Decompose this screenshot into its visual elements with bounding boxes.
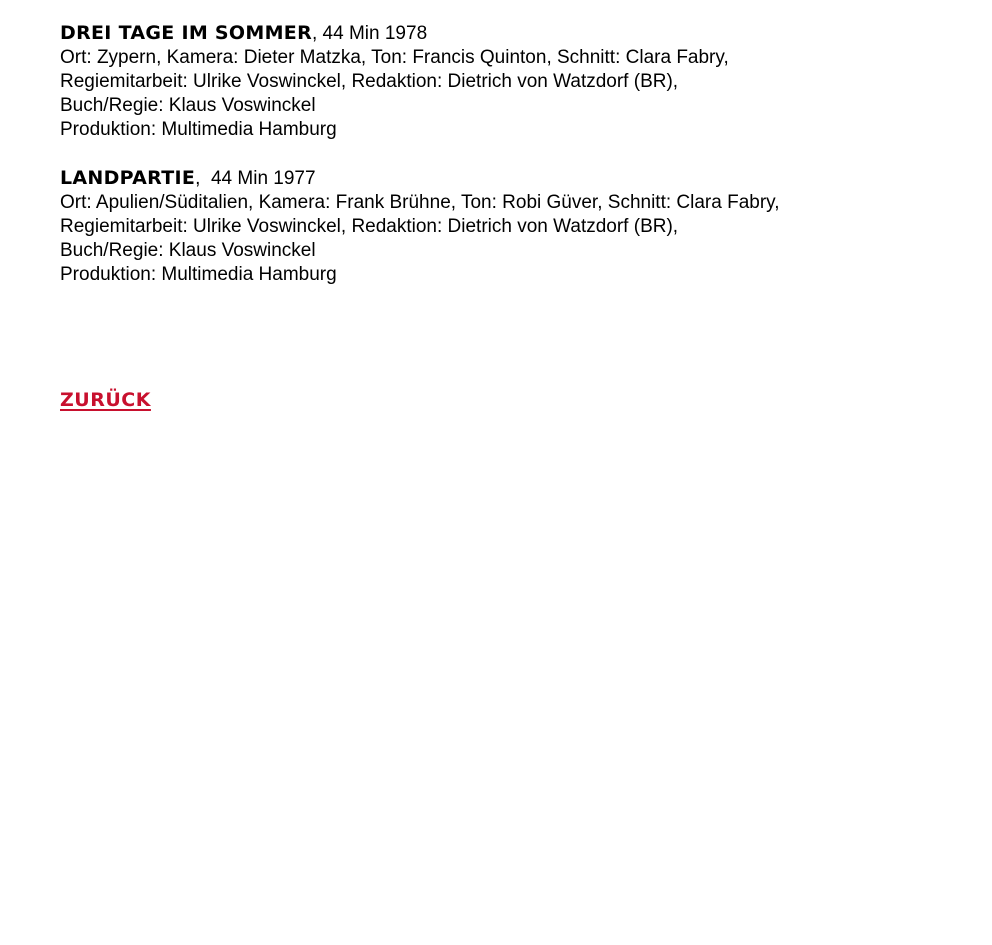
film-heading <box>60 166 960 191</box>
film-entry-landpartie <box>60 166 960 287</box>
film-credits-director: Buch/Regie: Klaus Voswinckel <box>60 95 316 116</box>
film-credits-assistance: Regiemitarbeit: Ulrike Voswinckel, Redaktion: Dietrich von Watzdorf (BR), <box>60 216 679 237</box>
film-credits-production: Produktion: Multimedia Hamburg <box>60 264 337 285</box>
film-title: LANDPARTIE <box>60 167 196 189</box>
film-entry-drei-tage-im-sommer <box>60 21 960 142</box>
film-duration-year: , 44 Min 1978 <box>312 23 428 44</box>
film-title: DREI TAGE IM SOMMER <box>60 22 312 44</box>
film-heading <box>60 21 960 46</box>
film-credits-production: Produktion: Multimedia Hamburg <box>60 119 337 140</box>
film-duration-year: , 44 Min 1977 <box>195 168 316 189</box>
film-credits-director: Buch/Regie: Klaus Voswinckel <box>60 240 316 261</box>
film-list <box>60 21 960 311</box>
back-link[interactable]: ZURÜCK <box>60 389 151 411</box>
film-credits-assistance: Regiemitarbeit: Ulrike Voswinckel, Redaktion: Dietrich von Watzdorf (BR), <box>60 71 679 92</box>
film-credits-location: Ort: Apulien/Süditalien, Kamera: Frank Brühne, Ton: Robi Güver, Schnitt: Clara Fabry, <box>60 192 780 213</box>
film-credits-location: Ort: Zypern, Kamera: Dieter Matzka, Ton: Francis Quinton, Schnitt: Clara Fabry, <box>60 47 729 68</box>
